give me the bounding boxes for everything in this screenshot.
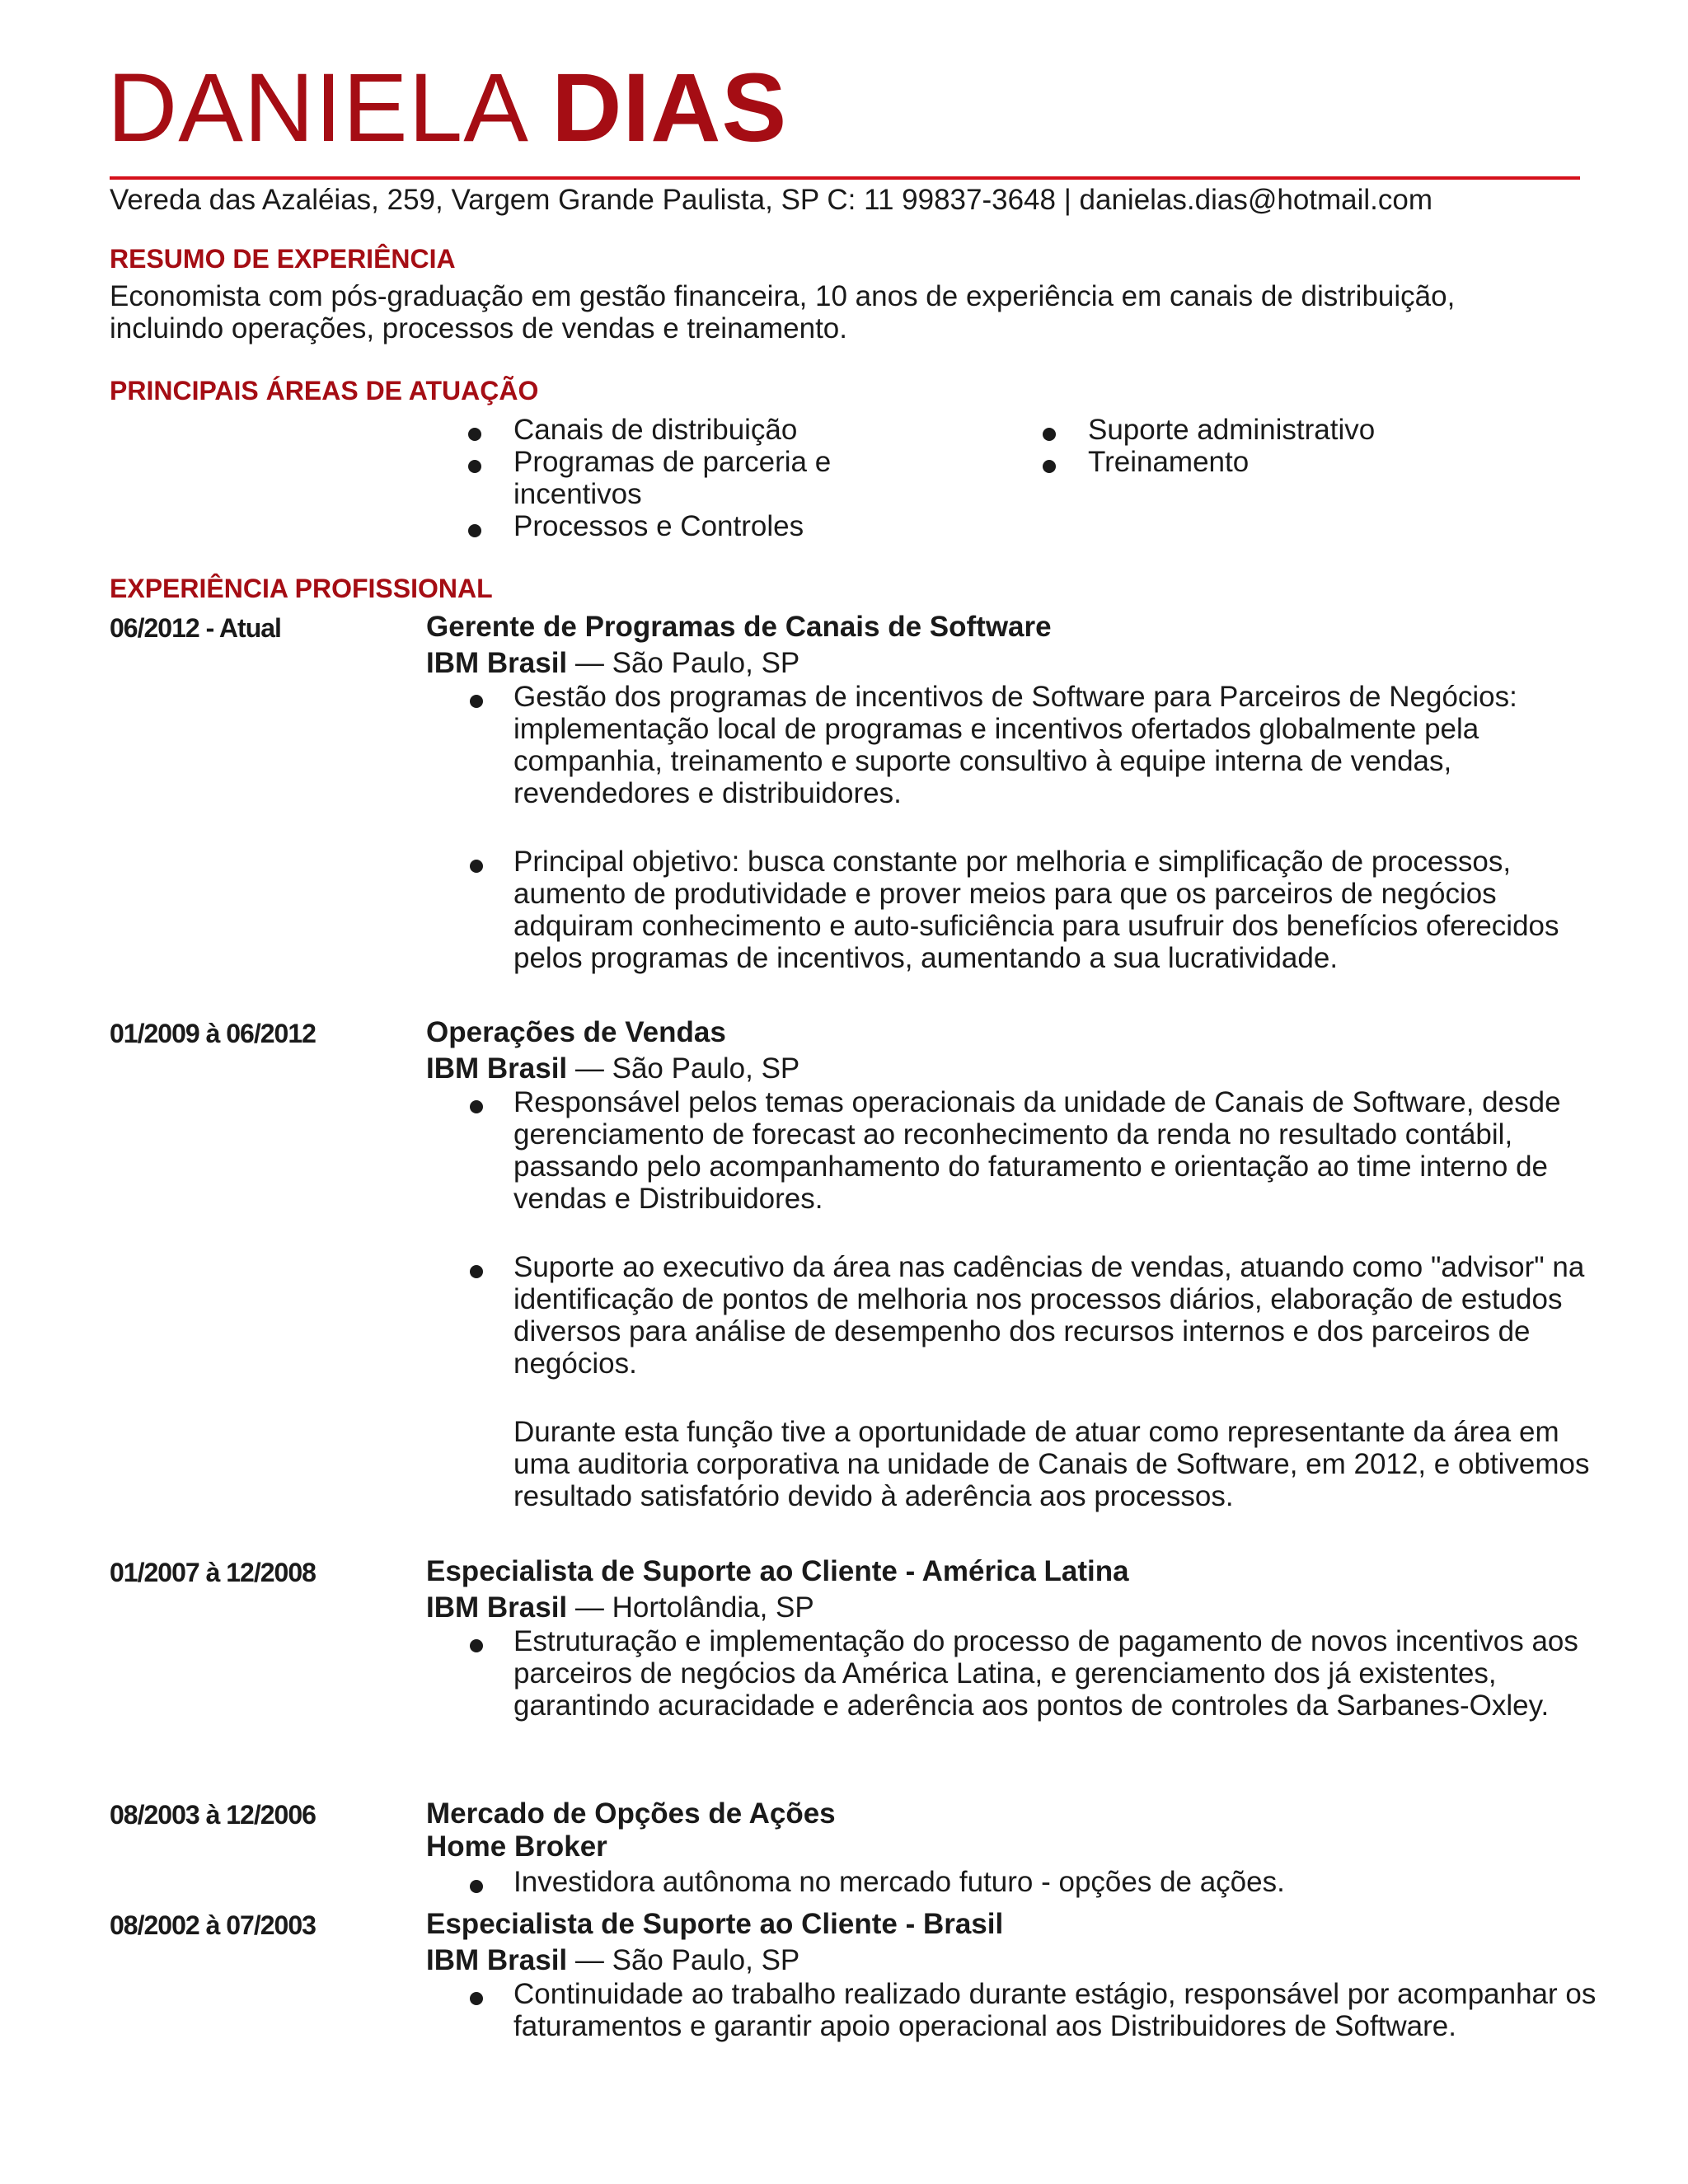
- areas-list-right: [1043, 414, 1504, 478]
- first-name: DANIELA: [107, 54, 524, 162]
- job-employer: [426, 1943, 799, 1978]
- bullet-icon: [470, 1880, 483, 1893]
- resume-page: DANIELA DIAS Vereda das Azaléias, 259, Vargem Grande Paulista, SP C: 11 99837-3648 | danielas.dias@hotmail.com RESUMO DE EXPERIÊNCIA Economista com pós-graduação em gestão financeira, 10 anos de experiência em canais de distribuição, incluindo operações, processos de vendas e treinamento. PRINCIPAIS ÁREAS DE ATUAÇÃO Canais de distribuição Programas de parceria e incentivos Processos e Controles Suporte administrativo Treinamento EXPERIÊNCIA PROFISSIONAL 06/2012 - Atual Gerente de Programas de Canais de Software IBM Brasil — São Paulo, SP Gestão dos programas de incentivos de Software para Parceiros de Negócios: implementação local de programas e incentivos ofertados globalmente pela companhia, treinamento e suporte consultivo à equipe interna de vendas, revendedores e distribuidores. Principal objetivo: busca constante por melhoria e simplificação de processos, aumento de produtividade e prover meios para que os parceiros de negócios adquiram conhecimento e auto-suficiência para usufruir dos benefícios oferecidos pelos programas de incentivos, aumentando a sua lucratividade. 01/2009 à 06/2012 Operações de Vendas IBM Brasil — São Paulo, SP Responsável pelos temas operacionais da unidade de Canais de Software, desde gerenciamento de forecast ao reconhecimento da renda no resultado contábil, passando pelo acompanhamento do faturamento e orientação ao time interno de vendas e Distribuidores. Suporte ao executivo da área nas cadências de vendas, atuando como "advisor" na identificação de pontos de melhoria nos processos diários, elaboração de estudos diversos para análise de desempenho dos recursos internos e dos parceiros de negócios. Durante esta função tive a oportunidade de atuar como representante da área em uma auditoria corporativa na unidade de Canais de Software, em 2012, e obtivemos resultado satisfatório devido à aderência aos processos. 01/2007 à 12/2008 Especialista de Suporte ao Cliente - América Latina IBM Brasil — Hortolândia, SP Estruturação e implementação do processo de pagamento de novos incentivos aos parceiros de negócios da América Latina, e gerenciamento dos já existentes, garantindo acuracidade e aderência aos pontos de controles da Sarbanes-Oxley. 08/2003 à 12/2006 Mercado de Opções de Ações Home Broker Investidora autônoma no mercado futuro - opções de ações. 08/2002 à 07/2003 Especialista de Suporte ao Cliente - Brasil IBM Brasil — São Paulo, SP Continuidade ao trabalho realizado durante estágio, responsável por acompanhar os faturamentos e garantir apoio operacional aos Distribuidores de Software.: [0, 0, 1688, 2184]
- job-date: 01/2007 à 12/2008: [110, 1558, 316, 1587]
- header-divider: [110, 176, 1580, 180]
- areas-heading: PRINCIPAIS ÁREAS DE ATUAÇÃO: [110, 376, 539, 405]
- area-item: Suporte administrativo: [1043, 414, 1504, 446]
- company-name: IBM Brasil: [426, 1944, 568, 1976]
- area-item: Treinamento: [1043, 446, 1504, 478]
- area-item: Canais de distribuição: [468, 414, 897, 446]
- bullet-icon: [470, 1100, 483, 1113]
- company-location: — São Paulo, SP: [567, 1944, 800, 1976]
- job-title: Especialista de Suporte ao Cliente - América Latina: [426, 1555, 1129, 1587]
- job-employer: [426, 1591, 814, 1625]
- areas-list-left: [468, 414, 897, 542]
- company-name: Home Broker: [426, 1830, 607, 1863]
- job-employer: [426, 646, 799, 681]
- company-name: IBM Brasil: [426, 647, 568, 679]
- area-item: Processos e Controles: [468, 510, 897, 542]
- job-note: Durante esta função tive a oportunidade de atuar como representante da área em uma auditoria corporativa na unidade de Canais de Software, em 2012, e obtivemos resultado satisfatório devido à aderência aos processos.: [513, 1416, 1590, 1512]
- candidate-name: [107, 54, 787, 162]
- job-title: Gerente de Programas de Canais de Software: [426, 611, 1052, 643]
- bullet-icon: [470, 860, 483, 873]
- job-employer: [426, 1052, 799, 1086]
- summary-heading: RESUMO DE EXPERIÊNCIA: [110, 244, 456, 274]
- job-date: 06/2012 - Atual: [110, 613, 281, 643]
- area-item: Programas de parceria e incentivos: [468, 446, 897, 510]
- bullet-icon: [470, 1639, 483, 1652]
- bullet-icon: [470, 1992, 483, 2005]
- company-name: IBM Brasil: [426, 1052, 568, 1085]
- experience-heading: EXPERIÊNCIA PROFISSIONAL: [110, 574, 493, 603]
- company-location: — Hortolândia, SP: [567, 1591, 814, 1624]
- job-employer: [426, 1830, 607, 1864]
- company-location: — São Paulo, SP: [567, 647, 800, 679]
- job-title: Mercado de Opções de Ações: [426, 1797, 836, 1830]
- job-date: 08/2003 à 12/2006: [110, 1800, 316, 1830]
- last-name: DIAS: [551, 54, 788, 162]
- job-date: 08/2002 à 07/2003: [110, 1910, 316, 1940]
- job-date: 01/2009 à 06/2012: [110, 1019, 316, 1048]
- company-name: IBM Brasil: [426, 1591, 568, 1624]
- company-location: — São Paulo, SP: [567, 1052, 800, 1085]
- summary-text: Economista com pós-graduação em gestão financeira, 10 anos de experiência em canais de distribuição, incluindo operações, processos de vendas e treinamento.: [110, 280, 1456, 344]
- bullet-icon: [470, 1265, 483, 1278]
- contact-line: Vereda das Azaléias, 259, Vargem Grande Paulista, SP C: 11 99837-3648 | danielas.dias@hotmail.com: [110, 184, 1433, 216]
- job-title: Especialista de Suporte ao Cliente - Brasil: [426, 1908, 1004, 1940]
- bullet-icon: [470, 695, 483, 708]
- job-title: Operações de Vendas: [426, 1016, 726, 1048]
